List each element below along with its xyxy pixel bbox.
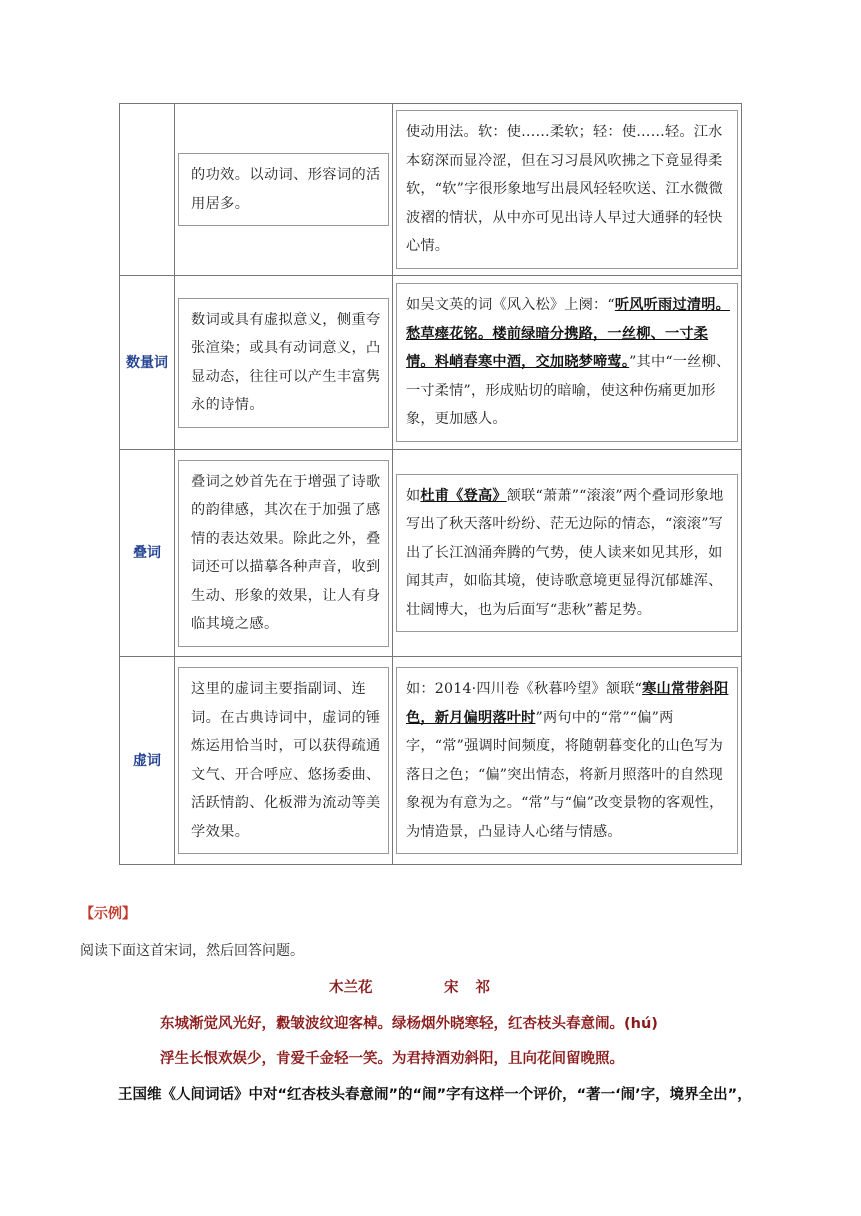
example-text [396,667,738,854]
example-cell [393,450,742,657]
poem-author: 宋 祁 [444,980,497,996]
poem-line: 浮生长恨欢娱少，肯爱千金轻一笑。为君持酒劝斜阳，且向花间留晚照。 [160,1051,624,1067]
example-segment: 如吴文英的词《风入松》上阕：“ [406,297,615,314]
description-cell [175,450,393,657]
example-segment: 如 [406,487,421,504]
example-cell [393,657,742,865]
poem-line: 东城渐觉风光好，縠皱波纹迎客棹。绿杨烟外晓寒轻，红杏枝头春意闹。(hú) [160,1016,658,1032]
category-cell: 虚词 [120,657,175,865]
table-row [120,104,742,276]
example-cell [393,276,742,450]
example-segment: ”两句中的“常”“偏”两字，“常”强调时间频度，将随朝暮变化的山色写为落日之色；“偏”突出情态，将新月照落叶的自然现象视为有意为之。“常”与“偏”改变景物的客观性，为情造景，凸显诗人心绪与情感。 [406,709,724,840]
intro-text: 阅读下面这首宋词，然后回答问题。 [80,943,304,959]
description-cell [175,657,393,865]
description-text: 叠词之妙首先在于增强了诗歌的韵律感，其次在于加强了感情的表达效果。除此之外，叠词还可以描摹各种声音，收到生动、形象的效果，让人有身临其境之感。 [178,460,389,647]
quoted-highlight: 杜甫《登高》 [420,487,507,504]
example-cell [393,104,742,276]
quoted-highlight: 寒山常带斜阳色，新月偏明落叶时 [406,681,729,726]
quoted-highlight: 听风听雨过清明。愁草瘗花铭。楼前绿暗分携路，一丝柳、一寸柔情。料峭春寒中酒，交加晓梦啼莺。 [406,297,730,371]
description-cell [175,104,393,276]
table-row [120,276,742,450]
technique-table [119,103,742,865]
example-text [396,110,738,269]
category-cell [120,104,175,276]
description-text: 这里的虚词主要指副词、连词。在古典诗词中，虚词的锤炼运用恰当时，可以获得疏通文气、开合呼应、悠扬委曲、活跃情韵、化板滞为流动等美学效果。 [178,667,389,854]
example-text [396,283,738,442]
example-segment: 使动用法。软：使……柔软；轻：使……轻。江水本窈深而显冷涩，但在习习晨风吹拂之下竟显得柔软，“软”字很形象地写出晨风轻轻吹送、江水微微波褶的情状，从中亦可见出诗人早过大通驿的轻快心情。 [406,124,724,255]
example-text [396,474,738,633]
comment-text: 王国维《人间词话》中对“红杏枝头春意闹”的“闹”字有这样一个评价，“著一‘闹’字，境界全出”， [118,1087,752,1103]
table-row [120,657,742,865]
category-cell: 数量词 [120,276,175,450]
category-cell: 叠词 [120,450,175,657]
example-segment: 颔联“萧萧”“滚滚”两个叠词形象地写出了秋天落叶纷纷、茫无边际的情态，“滚滚”写出了长江汹涌奔腾的气势，使人读来如见其形，如闻其声，如临其境，使诗歌意境更显得沉郁雄浑、壮阔博大，也为后面写“悲秋”蓄足势。 [406,487,724,618]
example-segment: 如：2014·四川卷《秋暮吟望》颔联“ [406,681,643,697]
table-row [120,450,742,657]
poem-title: 木兰花 [329,980,373,996]
description-text: 的功效。以动词、形容词的活用居多。 [178,153,389,226]
example-badge: 【示例】 [80,906,136,922]
example-segment: ”其中“一丝柳、一寸柔情”，形成贴切的暗喻，使这种伤痛更加形象，更加感人。 [406,354,731,428]
description-cell [175,276,393,450]
description-text: 数词或具有虚拟意义，侧重夸张渲染；或具有动词意义，凸显动态，往往可以产生丰富隽永的诗情。 [178,298,389,428]
